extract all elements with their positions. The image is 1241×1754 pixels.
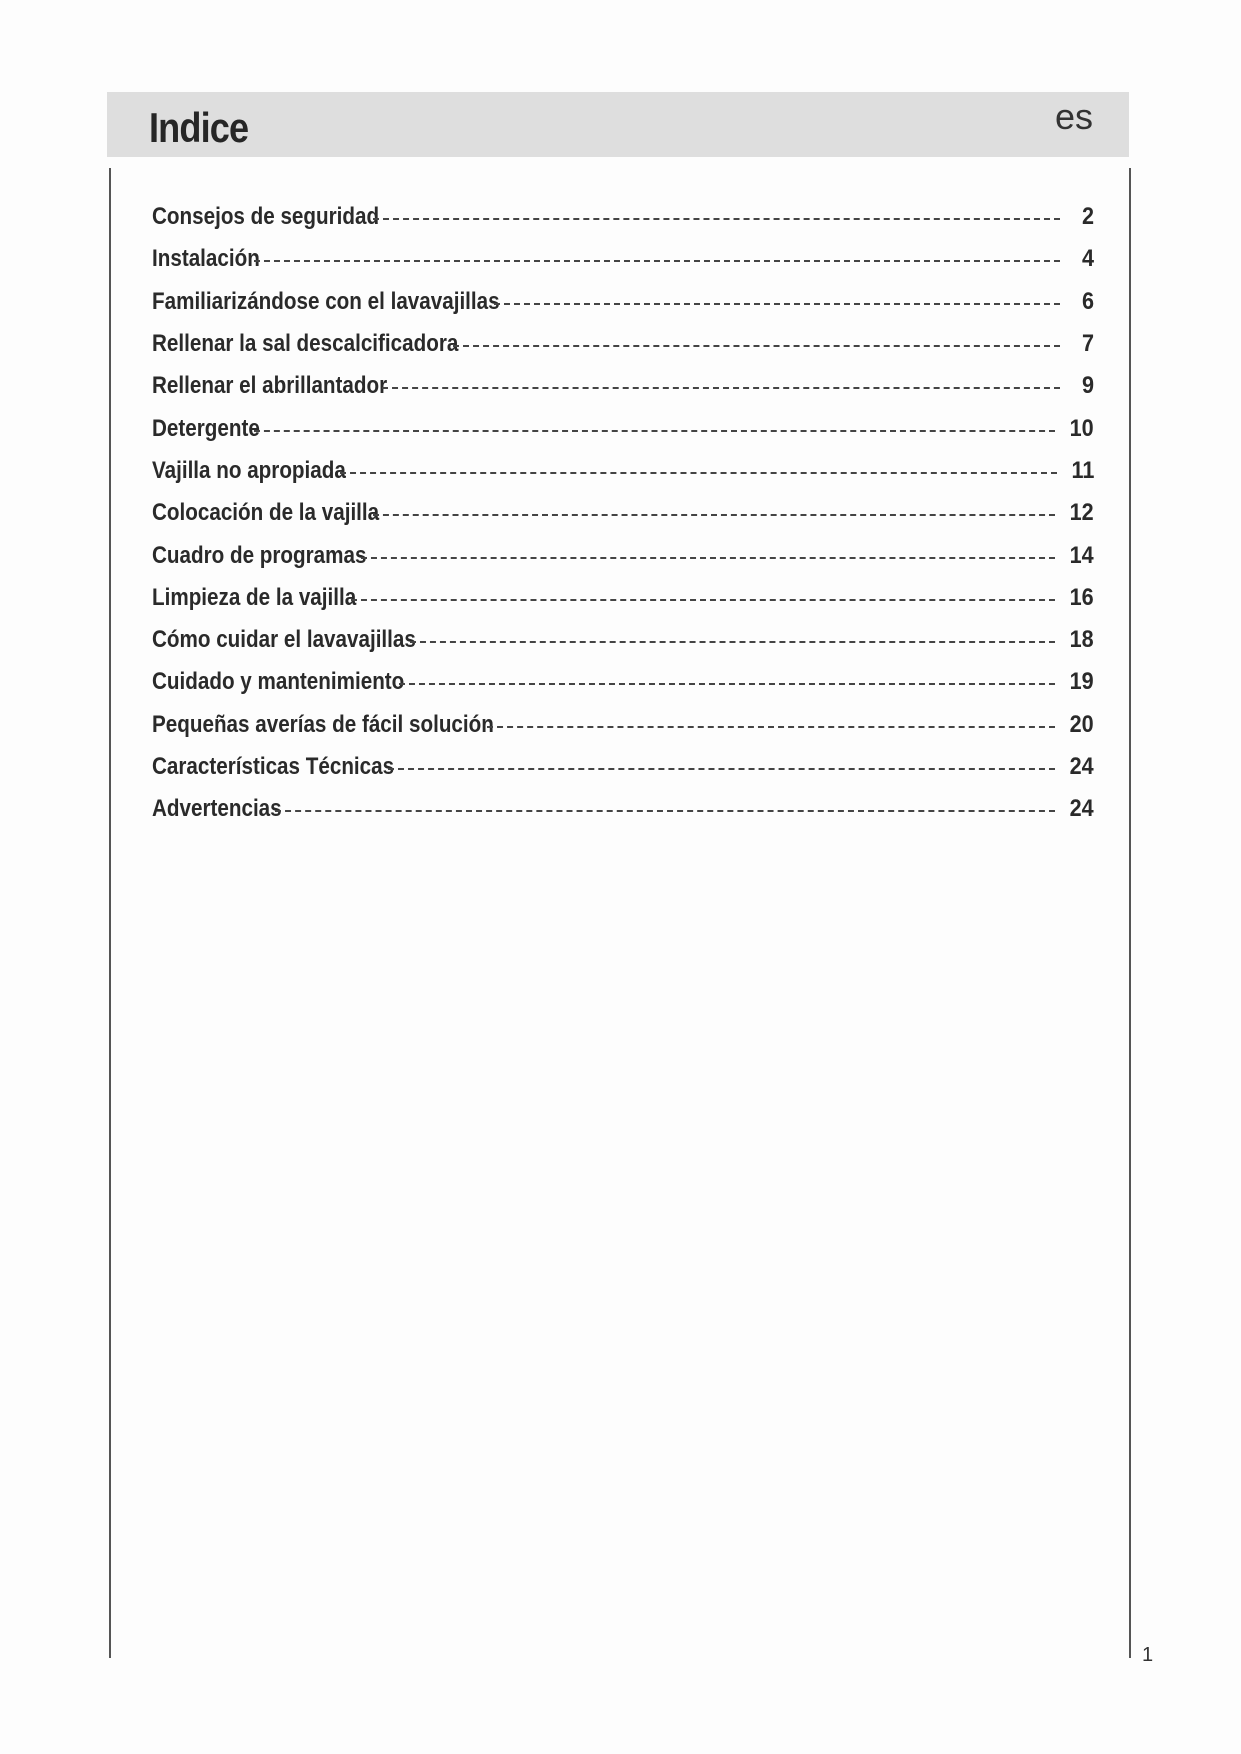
toc-leader bbox=[351, 599, 1056, 601]
toc-row[interactable] bbox=[152, 407, 1094, 449]
toc-label: Instalación bbox=[152, 245, 260, 273]
toc-row[interactable] bbox=[152, 450, 1094, 492]
header-band bbox=[107, 92, 1129, 157]
toc-leader bbox=[254, 430, 1055, 432]
toc-page: 16 bbox=[1069, 583, 1094, 611]
toc-page: 20 bbox=[1069, 710, 1094, 738]
toc-label: Rellenar la sal descalcificadora bbox=[152, 330, 459, 358]
toc-label: Cuidado y mantenimiento bbox=[152, 668, 405, 696]
toc-label: Rellenar el abrillantador bbox=[152, 372, 388, 400]
toc-page: 14 bbox=[1069, 541, 1094, 569]
toc-leader bbox=[373, 218, 1060, 220]
toc-row[interactable] bbox=[152, 492, 1094, 534]
toc-row[interactable] bbox=[152, 281, 1094, 323]
page-title: Indice bbox=[149, 104, 249, 151]
toc-page: 9 bbox=[1081, 372, 1094, 400]
toc-page: 6 bbox=[1081, 287, 1094, 315]
toc-page: 24 bbox=[1069, 795, 1094, 823]
toc-label: Pequeñas averías de fácil solución bbox=[152, 710, 494, 738]
toc-page: 19 bbox=[1069, 668, 1094, 696]
toc-page: 7 bbox=[1081, 330, 1094, 358]
toc-leader bbox=[388, 768, 1056, 770]
toc-leader bbox=[494, 303, 1060, 305]
toc-leader bbox=[340, 472, 1056, 474]
toc-row[interactable] bbox=[152, 704, 1094, 746]
toc-page: 4 bbox=[1081, 245, 1094, 273]
toc-label: Cómo cuidar el lavavajillas bbox=[152, 626, 416, 654]
toc-leader bbox=[453, 345, 1060, 347]
toc-row[interactable] bbox=[152, 746, 1094, 788]
table-of-contents bbox=[152, 196, 1094, 830]
toc-row[interactable] bbox=[152, 577, 1094, 619]
toc-label: Colocación de la vajilla bbox=[152, 499, 380, 527]
toc-row[interactable] bbox=[152, 619, 1094, 661]
toc-label: Vajilla no apropiada bbox=[152, 456, 346, 484]
toc-leader bbox=[373, 514, 1055, 516]
toc-leader bbox=[254, 260, 1060, 262]
toc-leader bbox=[410, 641, 1056, 643]
toc-label: Advertencias bbox=[152, 795, 282, 823]
page-number: 1 bbox=[1142, 1644, 1154, 1666]
toc-label: Consejos de seguridad bbox=[152, 203, 380, 231]
toc-row[interactable] bbox=[152, 238, 1094, 280]
toc-label: Características Técnicas bbox=[152, 753, 395, 780]
toc-row[interactable] bbox=[152, 196, 1094, 238]
toc-page: 12 bbox=[1069, 499, 1094, 527]
toc-page: 2 bbox=[1081, 203, 1094, 231]
right-margin-rule bbox=[1129, 168, 1131, 1658]
toc-label: Limpieza de la vajilla bbox=[152, 583, 357, 611]
toc-page: 11 bbox=[1071, 456, 1094, 484]
toc-leader bbox=[275, 810, 1055, 812]
toc-label: Cuadro de programas bbox=[152, 541, 367, 569]
toc-leader bbox=[382, 387, 1060, 389]
toc-label: Detergente bbox=[152, 414, 260, 442]
toc-leader bbox=[399, 683, 1056, 685]
toc-row[interactable] bbox=[152, 788, 1094, 830]
toc-leader bbox=[487, 726, 1055, 728]
toc-row[interactable] bbox=[152, 661, 1094, 703]
language-code: es bbox=[1054, 96, 1093, 137]
left-margin-rule bbox=[109, 168, 111, 1658]
toc-page: 24 bbox=[1069, 753, 1094, 780]
toc-leader bbox=[361, 557, 1055, 559]
toc-page: 10 bbox=[1069, 414, 1094, 442]
toc-label: Familiarizándose con el lavavajillas bbox=[152, 287, 500, 315]
toc-row[interactable] bbox=[152, 323, 1094, 365]
toc-page: 18 bbox=[1069, 626, 1094, 654]
toc-row[interactable] bbox=[152, 534, 1094, 576]
toc-row[interactable] bbox=[152, 365, 1094, 407]
